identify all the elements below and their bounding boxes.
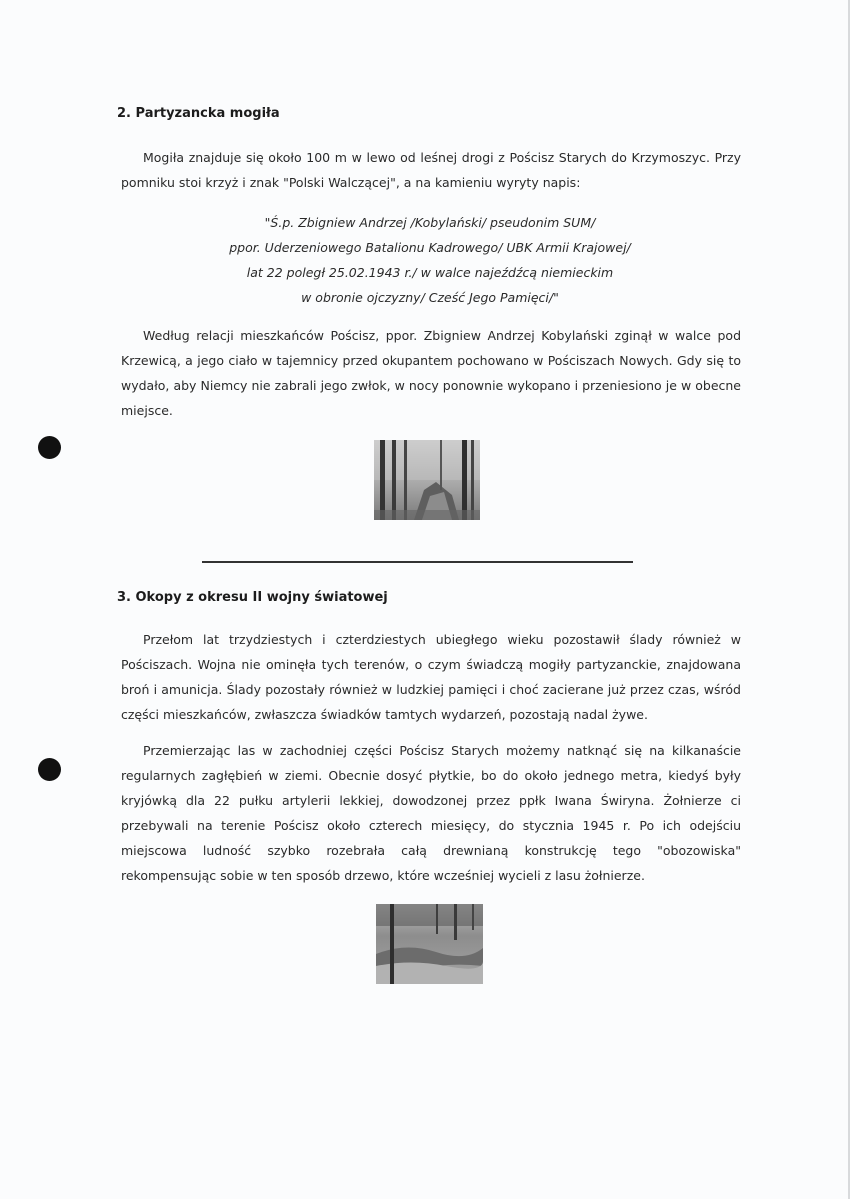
inscription-line: ppor. Uderzeniowego Batalionu Kadrowego/ UBK Armii Krajowej/ [229, 240, 631, 255]
grave-photo [374, 440, 480, 520]
inscription-line: w obronie ojczyzny/ Cześć Jego Pamięci/" [301, 290, 559, 305]
inscription-quote [150, 210, 710, 310]
section-2-heading: 2. Partyzancka mogiła [117, 106, 280, 121]
punch-hole [38, 758, 61, 781]
section-divider [202, 561, 633, 563]
section-3-paragraph-2: Przemierzając las w zachodniej części Pościsz Starych możemy natknąć się na kilkanaście regularnych zagłębień w ziemi. Obecnie dosyć płytkie, bo do około jednego metra, kiedyś były kryjówką dla 22 pułku artylerii lekkiej, dowodzonej przez ppłk Iwana Świryna. Żołnierze ci przebywali na terenie Pościsz około czterech miesięcy, do stycznia 1945 r. Po ich odejściu miejscowa ludność szybko rozebrała całą drewnianą konstrukcję tego "obozowiska" rekompensując sobie w ten sposób drzewo, które wcześniej wycieli z lasu żołnierze. [121, 743, 741, 883]
section-2-intro: Mogiła znajduje się około 100 m w lewo od leśnej drogi z Pościsz Starych do Krzymoszyc. Przy pomniku stoi krzyż i znak "Polski Walczącej", a na kamieniu wyryty napis: [121, 150, 741, 190]
trench-photo [376, 904, 483, 984]
forest-grave-image [374, 440, 480, 520]
forest-trench-image [376, 904, 483, 984]
section-3-paragraph-1: Przełom lat trzydziestych i czterdziestych ubiegłego wieku pozostawił ślady również w Pościszach. Wojna nie ominęła tych terenów, o czym świadczą mogiły partyzanckie, znajdowana broń i amunicja. Ślady pozostały również w ludzkiej pamięci i choć zacierane już przez czas, wśród części mieszkańców, zwłaszcza świadków tamtych wydarzeń, pozostają nadal żywe. [121, 632, 741, 722]
inscription-line: lat 22 poległ 25.02.1943 r./ w walce najeźdźcą niemieckim [246, 265, 614, 280]
section-2-account: Według relacji mieszkańców Pościsz, ppor. Zbigniew Andrzej Kobylański zginął w walce pod Krzewicą, a jego ciało w tajemnicy przed okupantem pochowano w Pościszach Nowych. Gdy się to wydało, aby Niemcy nie zabrali jego zwłok, w nocy ponownie wykopano i przeniesiono je w obecne miejsce. [121, 328, 741, 418]
section-3-heading: 3. Okopy z okresu II wojny światowej [117, 590, 388, 605]
punch-hole [38, 436, 61, 459]
inscription-line: "Ś.p. Zbigniew Andrzej /Kobylański/ pseudonim SUM/ [264, 215, 596, 230]
